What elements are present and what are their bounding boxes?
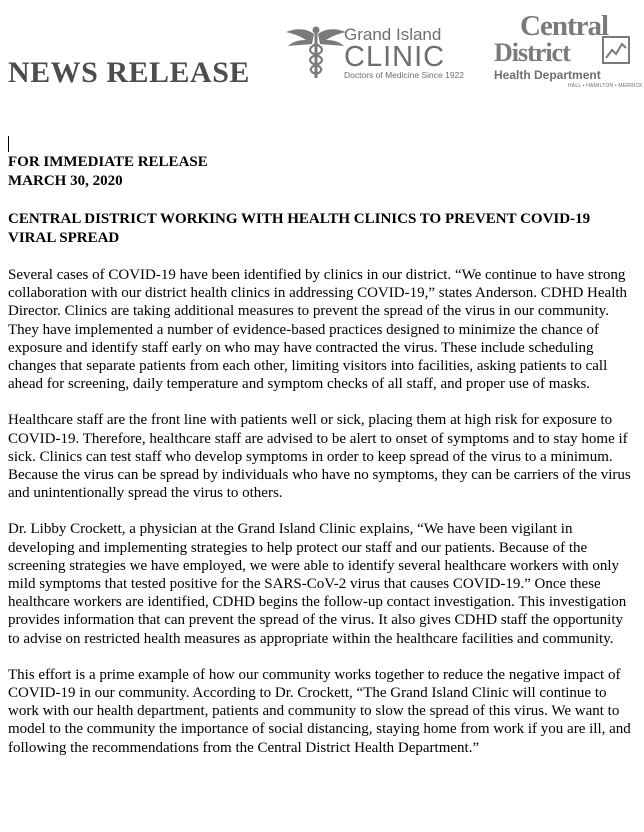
release-date: MARCH 30, 2020	[8, 173, 123, 189]
release-body	[8, 153, 633, 757]
text-cursor	[8, 136, 9, 152]
health-logo-line1: Central	[520, 10, 609, 42]
caduceus-icon	[284, 24, 348, 80]
health-logo-line2: District	[494, 38, 570, 67]
clinic-logo-tagline: Doctors of Medicine Since 1922	[344, 70, 465, 80]
district-map-icon	[602, 36, 630, 64]
central-district-health-logo	[490, 10, 643, 92]
grand-island-clinic-logo	[284, 20, 464, 82]
release-headline: CENTRAL DISTRICT WORKING WITH HEALTH CLINICS TO PREVENT COVID-19 VIRAL SPREAD	[8, 211, 591, 246]
health-logo-counties: HALL • HAMILTON • MERRICK	[568, 83, 643, 89]
clinic-logo-line1: Grand Island	[344, 25, 442, 44]
paragraph-3: Dr. Libby Crockett, a physician at the Grand Island Clinic explains, “We have been vigilant in developing and implementing strategies to help protect our staff and our patients. Because of the screening strategies we have employed, we were able to identify several healthcare workers with only mild symptoms that tested positive for the SARS-CoV-2 virus that causes COVID-19.” Once these healthcare workers are identified, CDHD begins the follow-up contact investigation. This investigation provides information that can prevent the spread of the virus. It also gives CDHD staff the opportunity to advise on restricted health measures as appropriate within the healthcare facilities and community.	[8, 521, 627, 647]
release-label: FOR IMMEDIATE RELEASE	[8, 154, 208, 170]
health-logo-line3: Health Department	[494, 68, 601, 82]
paragraph-4: This effort is a prime example of how our community works together to reduce the negative impact of COVID-19 in our community. According to Dr. Crockett, “The Grand Island Clinic will continue to work with our health department, patients and community to slow the spread of this virus. We want to model to the community the importance of social distancing, staying home from work if you are ill, and following the recommendations from the Central District Health Department.”	[8, 666, 631, 756]
news-release-title: NEWS RELEASE	[8, 56, 250, 89]
clinic-logo-line2: CLINIC	[344, 41, 446, 73]
paragraph-1: Several cases of COVID-19 have been identified by clinics in our district. “We continue to have strong collaboration with our district health clinics in addressing COVID-19,” states Anderson. CDHD Health Director. Clinics are taking additional measures to prevent the spread of the virus in our community. They have implemented a number of evidence-based practices designed to minimize the chance of exposure and identify staff early on who may have contracted the virus. These include scheduling changes that separate patients from each other, limiting visitors into facilities, asking patients to call ahead for screening, daily temperature and symptom checks of all staff, and proper use of masks.	[8, 267, 628, 393]
paragraph-2: Healthcare staff are the front line with patients well or sick, placing them at high risk for exposure to COVID-19. Therefore, healthcare staff are advised to be alert to onset of symptoms and to stay home if sick. Clinics can test staff who develop symptoms in order to keep spread of the virus to a minimum. Because the virus can be spread by individuals who have no symptoms, they can be carriers of the virus and unintentionally spread the virus to others.	[8, 412, 631, 502]
